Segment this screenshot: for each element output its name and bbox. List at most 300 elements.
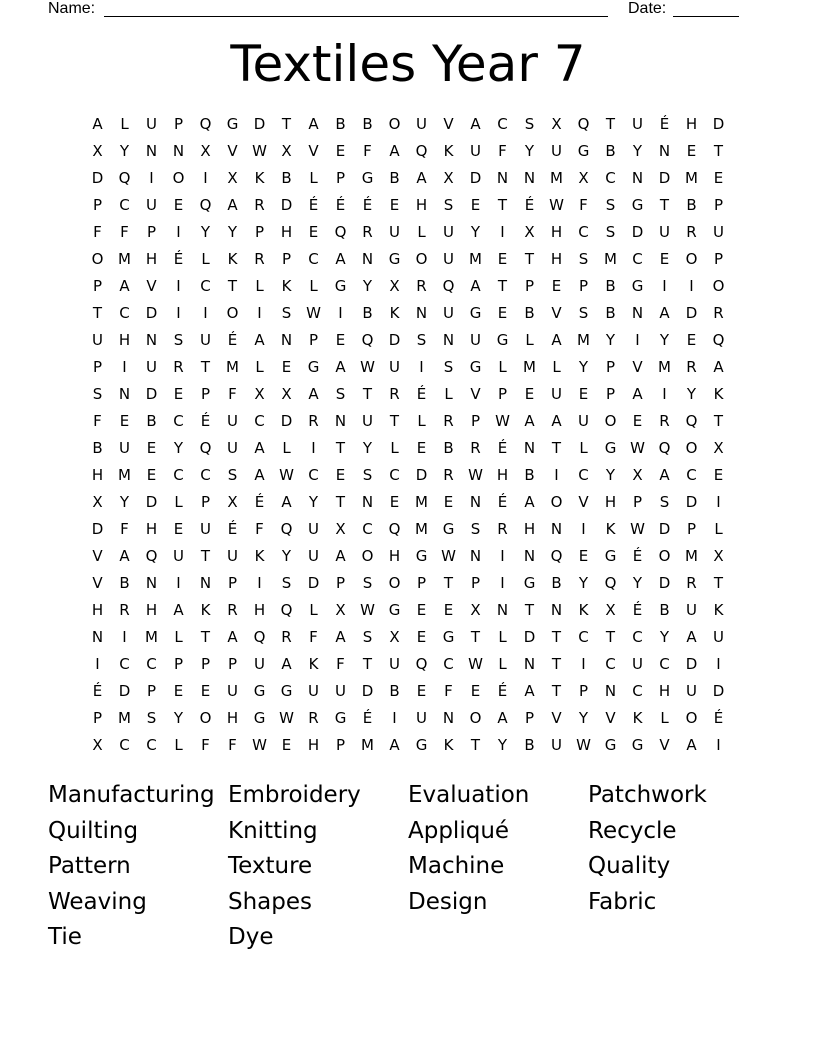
grid-letter: X bbox=[605, 601, 616, 619]
grid-letter: G bbox=[280, 682, 293, 700]
grid-letter: M bbox=[118, 250, 131, 268]
grid-letter: S bbox=[578, 250, 589, 268]
grid-letter: B bbox=[551, 574, 562, 592]
grid-letter: W bbox=[549, 196, 564, 214]
grid-letter: T bbox=[497, 277, 508, 295]
grid-letter: N bbox=[523, 169, 536, 187]
grid-row bbox=[84, 651, 732, 678]
grid-letter: P bbox=[200, 655, 211, 673]
grid-letter: T bbox=[497, 196, 508, 214]
word-list-item: Pattern bbox=[48, 853, 131, 879]
grid-letter: A bbox=[254, 331, 265, 349]
grid-letter: E bbox=[335, 466, 346, 484]
grid-letter: T bbox=[605, 628, 616, 646]
grid-letter: I bbox=[554, 466, 559, 484]
word-list-item: Machine bbox=[408, 853, 505, 879]
grid-letter: I bbox=[203, 169, 208, 187]
grid-letter: U bbox=[173, 547, 184, 565]
grid-letter: U bbox=[389, 655, 400, 673]
grid-letter: C bbox=[686, 466, 697, 484]
grid-letter: C bbox=[578, 628, 589, 646]
grid-letter: C bbox=[146, 736, 157, 754]
grid-letter: A bbox=[254, 439, 265, 457]
grid-letter: É bbox=[254, 493, 265, 511]
grid-letter: H bbox=[658, 682, 671, 700]
grid-letter: Q bbox=[334, 223, 347, 241]
grid-letter: E bbox=[173, 682, 184, 700]
grid-letter: S bbox=[362, 466, 373, 484]
grid-letter: É bbox=[173, 250, 184, 268]
grid-letter: P bbox=[605, 358, 616, 376]
word-list-item: Patchwork bbox=[588, 782, 707, 808]
grid-row bbox=[84, 570, 732, 597]
grid-row bbox=[84, 273, 732, 300]
grid-letter: E bbox=[200, 682, 211, 700]
grid-letter: B bbox=[335, 115, 346, 133]
grid-letter: P bbox=[92, 196, 103, 214]
grid-letter: T bbox=[362, 655, 373, 673]
grid-letter: É bbox=[227, 520, 238, 538]
grid-letter: W bbox=[279, 466, 294, 484]
grid-row bbox=[84, 435, 732, 462]
grid-letter: N bbox=[91, 628, 104, 646]
grid-letter: O bbox=[469, 709, 482, 727]
grid-letter: K bbox=[308, 655, 319, 673]
grid-letter: X bbox=[524, 223, 535, 241]
grid-letter: Q bbox=[712, 331, 725, 349]
grid-letter: E bbox=[551, 277, 562, 295]
word-list-item: Tie bbox=[48, 924, 82, 950]
grid-letter: K bbox=[227, 250, 238, 268]
grid-letter: V bbox=[632, 358, 643, 376]
grid-letter: C bbox=[254, 412, 265, 430]
grid-letter: N bbox=[523, 439, 536, 457]
grid-letter: U bbox=[551, 736, 562, 754]
grid-letter: R bbox=[416, 277, 427, 295]
grid-letter: K bbox=[254, 547, 265, 565]
grid-letter: M bbox=[415, 520, 428, 538]
grid-letter: K bbox=[605, 520, 616, 538]
grid-letter: P bbox=[335, 169, 346, 187]
grid-letter: A bbox=[713, 358, 724, 376]
grid-letter: I bbox=[662, 277, 667, 295]
grid-letter: C bbox=[119, 196, 130, 214]
word-list-item: Design bbox=[408, 888, 488, 915]
grid-letter: P bbox=[173, 655, 184, 673]
grid-letter: F bbox=[120, 223, 129, 241]
grid-letter: N bbox=[118, 385, 131, 403]
word-list-item: Quality bbox=[588, 853, 671, 879]
grid-letter: G bbox=[577, 142, 590, 160]
grid-letter: É bbox=[308, 196, 319, 214]
word-list-item: Shapes bbox=[228, 888, 313, 915]
grid-letter: U bbox=[416, 115, 427, 133]
grid-letter: T bbox=[524, 601, 535, 619]
grid-letter: U bbox=[443, 223, 454, 241]
page-title: Textiles Year 7 bbox=[230, 35, 586, 93]
grid-letter: F bbox=[498, 142, 507, 160]
grid-letter: P bbox=[686, 520, 697, 538]
grid-letter: E bbox=[497, 304, 508, 322]
grid-letter: U bbox=[92, 331, 103, 349]
grid-letter: X bbox=[200, 142, 211, 160]
grid-letter: S bbox=[605, 223, 616, 241]
grid-letter: A bbox=[551, 412, 562, 430]
grid-letter: É bbox=[362, 709, 373, 727]
grid-letter: E bbox=[416, 628, 427, 646]
grid-letter: U bbox=[308, 547, 319, 565]
grid-letter: E bbox=[578, 547, 589, 565]
grid-letter: D bbox=[631, 223, 644, 241]
grid-letter: I bbox=[581, 520, 586, 538]
grid-letter: S bbox=[146, 709, 157, 727]
grid-row bbox=[84, 327, 732, 354]
grid-letter: A bbox=[659, 466, 670, 484]
grid-letter: N bbox=[361, 250, 374, 268]
grid-letter: E bbox=[659, 250, 670, 268]
word-list-item: Weaving bbox=[48, 888, 147, 915]
grid-letter: P bbox=[497, 385, 508, 403]
grid-letter: T bbox=[470, 736, 481, 754]
grid-letter: D bbox=[658, 520, 671, 538]
grid-letter: X bbox=[713, 439, 724, 457]
grid-letter: E bbox=[335, 331, 346, 349]
grid-letter: U bbox=[578, 412, 589, 430]
grid-letter: C bbox=[632, 250, 643, 268]
grid-letter: W bbox=[468, 655, 483, 673]
grid-row bbox=[84, 543, 732, 570]
grid-letter: É bbox=[497, 682, 508, 700]
grid-letter: I bbox=[500, 547, 505, 565]
grid-letter: P bbox=[200, 493, 211, 511]
grid-letter: O bbox=[388, 115, 401, 133]
grid-letter: D bbox=[253, 115, 266, 133]
grid-letter: L bbox=[525, 331, 534, 349]
grid-letter: U bbox=[146, 115, 157, 133]
grid-letter: N bbox=[550, 601, 563, 619]
grid-letter: G bbox=[631, 277, 644, 295]
grid-letter: U bbox=[632, 655, 643, 673]
grid-row bbox=[84, 138, 732, 165]
grid-letter: D bbox=[307, 574, 320, 592]
grid-letter: É bbox=[227, 331, 238, 349]
grid-letter: Y bbox=[632, 574, 643, 592]
grid-letter: L bbox=[714, 520, 723, 538]
grid-letter: B bbox=[362, 304, 373, 322]
header bbox=[0, 0, 816, 22]
grid-letter: T bbox=[605, 115, 616, 133]
grid-letter: A bbox=[227, 196, 238, 214]
grid-letter: P bbox=[227, 574, 238, 592]
grid-letter: D bbox=[145, 304, 158, 322]
grid-letter: H bbox=[118, 331, 131, 349]
grid-letter: C bbox=[659, 655, 670, 673]
grid-letter: S bbox=[281, 304, 292, 322]
grid-letter: X bbox=[470, 601, 481, 619]
grid-letter: B bbox=[92, 439, 103, 457]
grid-letter: V bbox=[578, 493, 589, 511]
grid-letter: Y bbox=[227, 223, 238, 241]
grid-letter: S bbox=[173, 331, 184, 349]
grid-letter: X bbox=[443, 169, 454, 187]
grid-letter: V bbox=[470, 385, 481, 403]
grid-letter: G bbox=[334, 277, 347, 295]
grid-letter: X bbox=[281, 142, 292, 160]
grid-letter: F bbox=[93, 412, 102, 430]
grid-letter: Q bbox=[415, 655, 428, 673]
grid-letter: G bbox=[253, 682, 266, 700]
grid-letter: L bbox=[309, 277, 318, 295]
grid-row bbox=[84, 489, 732, 516]
grid-letter: H bbox=[145, 601, 158, 619]
grid-letter: B bbox=[605, 142, 616, 160]
grid-letter: N bbox=[550, 520, 563, 538]
grid-letter: A bbox=[227, 628, 238, 646]
grid-letter: U bbox=[200, 331, 211, 349]
grid-letter: H bbox=[91, 466, 104, 484]
grid-letter: N bbox=[604, 682, 617, 700]
grid-letter: X bbox=[551, 115, 562, 133]
grid-letter: T bbox=[92, 304, 103, 322]
grid-letter: Y bbox=[605, 466, 616, 484]
grid-letter: I bbox=[419, 358, 424, 376]
grid-letter: Q bbox=[253, 628, 266, 646]
grid-letter: F bbox=[120, 520, 129, 538]
grid-letter: P bbox=[713, 250, 724, 268]
grid-letter: E bbox=[686, 331, 697, 349]
grid-letter: X bbox=[578, 169, 589, 187]
grid-letter: E bbox=[146, 466, 157, 484]
grid-letter: M bbox=[118, 709, 131, 727]
grid-letter: E bbox=[713, 466, 724, 484]
grid-letter: A bbox=[524, 682, 535, 700]
grid-letter: U bbox=[659, 223, 670, 241]
grid-letter: L bbox=[255, 277, 264, 295]
grid-letter: R bbox=[686, 574, 697, 592]
grid-letter: C bbox=[173, 412, 184, 430]
grid-letter: É bbox=[497, 439, 508, 457]
grid-letter: L bbox=[444, 385, 453, 403]
grid-letter: X bbox=[335, 520, 346, 538]
grid-letter: C bbox=[578, 466, 589, 484]
grid-letter: L bbox=[417, 223, 426, 241]
grid-letter: H bbox=[550, 250, 563, 268]
grid-letter: R bbox=[227, 601, 238, 619]
grid-letter: G bbox=[442, 520, 455, 538]
grid-letter: C bbox=[119, 304, 130, 322]
grid-letter: É bbox=[416, 385, 427, 403]
grid-letter: B bbox=[659, 601, 670, 619]
grid-letter: K bbox=[200, 601, 211, 619]
grid-letter: É bbox=[362, 196, 373, 214]
grid-letter: L bbox=[201, 250, 210, 268]
grid-letter: U bbox=[551, 142, 562, 160]
grid-letter: R bbox=[389, 385, 400, 403]
grid-letter: L bbox=[174, 628, 183, 646]
grid-letter: D bbox=[685, 304, 698, 322]
grid-letter: G bbox=[631, 196, 644, 214]
word-list-item: Appliqué bbox=[408, 817, 510, 844]
grid-letter: D bbox=[91, 520, 104, 538]
grid-letter: U bbox=[146, 196, 157, 214]
grid-letter: L bbox=[174, 736, 183, 754]
grid-letter: I bbox=[500, 574, 505, 592]
grid-letter: O bbox=[91, 250, 104, 268]
grid-letter: C bbox=[308, 466, 319, 484]
grid-letter: Q bbox=[415, 142, 428, 160]
grid-letter: V bbox=[92, 574, 103, 592]
grid-letter: E bbox=[713, 169, 724, 187]
grid-letter: A bbox=[686, 736, 697, 754]
grid-letter: T bbox=[551, 439, 562, 457]
grid-letter: U bbox=[713, 628, 724, 646]
grid-letter: S bbox=[605, 196, 616, 214]
grid-letter: F bbox=[336, 655, 345, 673]
grid-letter: D bbox=[361, 682, 374, 700]
grid-row bbox=[84, 624, 732, 651]
grid-letter: I bbox=[176, 277, 181, 295]
grid-letter: N bbox=[334, 412, 347, 430]
grid-letter: I bbox=[95, 655, 100, 673]
grid-letter: I bbox=[338, 304, 343, 322]
grid-letter: F bbox=[228, 736, 237, 754]
grid-letter: I bbox=[203, 304, 208, 322]
grid-letter: L bbox=[309, 169, 318, 187]
grid-letter: M bbox=[523, 358, 536, 376]
grid-letter: I bbox=[257, 574, 262, 592]
grid-letter: D bbox=[469, 169, 482, 187]
grid-letter: A bbox=[335, 358, 346, 376]
grid-letter: P bbox=[632, 493, 643, 511]
grid-letter: C bbox=[200, 277, 211, 295]
grid-letter: P bbox=[470, 574, 481, 592]
grid-letter: D bbox=[712, 115, 725, 133]
grid-letter: U bbox=[443, 250, 454, 268]
grid-letter: R bbox=[308, 412, 319, 430]
grid-letter: G bbox=[226, 115, 239, 133]
grid-letter: É bbox=[713, 709, 724, 727]
grid-letter: O bbox=[199, 709, 212, 727]
grid-letter: A bbox=[524, 493, 535, 511]
word-list-item: Manufacturing bbox=[48, 782, 215, 808]
grid-letter: T bbox=[713, 412, 724, 430]
grid-letter: Q bbox=[388, 520, 401, 538]
grid-letter: T bbox=[659, 196, 670, 214]
grid-letter: X bbox=[227, 493, 238, 511]
grid-letter: G bbox=[415, 736, 428, 754]
grid-letter: U bbox=[308, 682, 319, 700]
grid-letter: P bbox=[146, 223, 157, 241]
grid-letter: X bbox=[632, 466, 643, 484]
grid-letter: X bbox=[335, 601, 346, 619]
grid-letter: U bbox=[227, 547, 238, 565]
grid-letter: B bbox=[146, 412, 157, 430]
grid-letter: Y bbox=[632, 142, 643, 160]
grid-letter: E bbox=[524, 385, 535, 403]
grid-letter: H bbox=[550, 223, 563, 241]
grid-letter: É bbox=[659, 115, 670, 133]
grid-letter: U bbox=[227, 682, 238, 700]
grid-letter: D bbox=[523, 628, 536, 646]
grid-letter: K bbox=[254, 169, 265, 187]
grid-letter: N bbox=[442, 709, 455, 727]
grid-letter: S bbox=[443, 358, 454, 376]
grid-letter: N bbox=[145, 331, 158, 349]
grid-letter: E bbox=[173, 385, 184, 403]
grid-letter: Q bbox=[658, 439, 671, 457]
grid-letter: Y bbox=[686, 385, 697, 403]
grid-letter: P bbox=[470, 412, 481, 430]
grid-letter: X bbox=[254, 385, 265, 403]
grid-letter: I bbox=[689, 277, 694, 295]
grid-letter: E bbox=[443, 601, 454, 619]
grid-letter: P bbox=[254, 223, 265, 241]
grid-letter: I bbox=[176, 574, 181, 592]
grid-letter: G bbox=[388, 601, 401, 619]
grid-letter: Y bbox=[173, 439, 184, 457]
grid-letter: I bbox=[176, 304, 181, 322]
grid-letter: O bbox=[361, 547, 374, 565]
grid-letter: L bbox=[255, 358, 264, 376]
grid-letter: P bbox=[200, 385, 211, 403]
grid-letter: V bbox=[146, 277, 157, 295]
grid-letter: W bbox=[252, 736, 267, 754]
grid-letter: D bbox=[658, 574, 671, 592]
word-list-item: Knitting bbox=[228, 817, 318, 844]
grid-letter: A bbox=[335, 628, 346, 646]
grid-letter: T bbox=[362, 385, 373, 403]
grid-letter: K bbox=[578, 601, 589, 619]
grid-letter: T bbox=[713, 574, 724, 592]
grid-letter: B bbox=[389, 169, 400, 187]
grid-letter: I bbox=[311, 439, 316, 457]
grid-letter: Q bbox=[442, 277, 455, 295]
grid-letter: N bbox=[496, 169, 509, 187]
grid-letter: D bbox=[685, 655, 698, 673]
grid-letter: A bbox=[119, 277, 130, 295]
grid-letter: F bbox=[255, 520, 264, 538]
grid-letter: V bbox=[227, 142, 238, 160]
grid-letter: P bbox=[578, 682, 589, 700]
grid-letter: Q bbox=[361, 331, 374, 349]
grid-letter: S bbox=[443, 196, 454, 214]
grid-letter: A bbox=[254, 466, 265, 484]
grid-row bbox=[84, 219, 732, 246]
grid-letter: H bbox=[91, 601, 104, 619]
grid-letter: N bbox=[199, 574, 212, 592]
grid-letter: T bbox=[551, 655, 562, 673]
grid-letter: O bbox=[172, 169, 185, 187]
grid-letter: A bbox=[92, 115, 103, 133]
grid-letter: G bbox=[496, 331, 509, 349]
grid-letter: F bbox=[228, 385, 237, 403]
grid-letter: L bbox=[498, 358, 507, 376]
grid-letter: V bbox=[551, 304, 562, 322]
grid-letter: W bbox=[468, 466, 483, 484]
grid-letter: U bbox=[335, 682, 346, 700]
grid-letter: P bbox=[416, 574, 427, 592]
grid-letter: S bbox=[524, 115, 535, 133]
word-list-item: Recycle bbox=[588, 817, 677, 844]
grid-letter: Y bbox=[578, 709, 589, 727]
grid-row bbox=[84, 462, 732, 489]
grid-letter: V bbox=[443, 115, 454, 133]
grid-letter: T bbox=[335, 493, 346, 511]
grid-letter: Q bbox=[280, 520, 293, 538]
grid-letter: B bbox=[281, 169, 292, 187]
grid-letter: P bbox=[281, 250, 292, 268]
grid-letter: É bbox=[632, 547, 643, 565]
